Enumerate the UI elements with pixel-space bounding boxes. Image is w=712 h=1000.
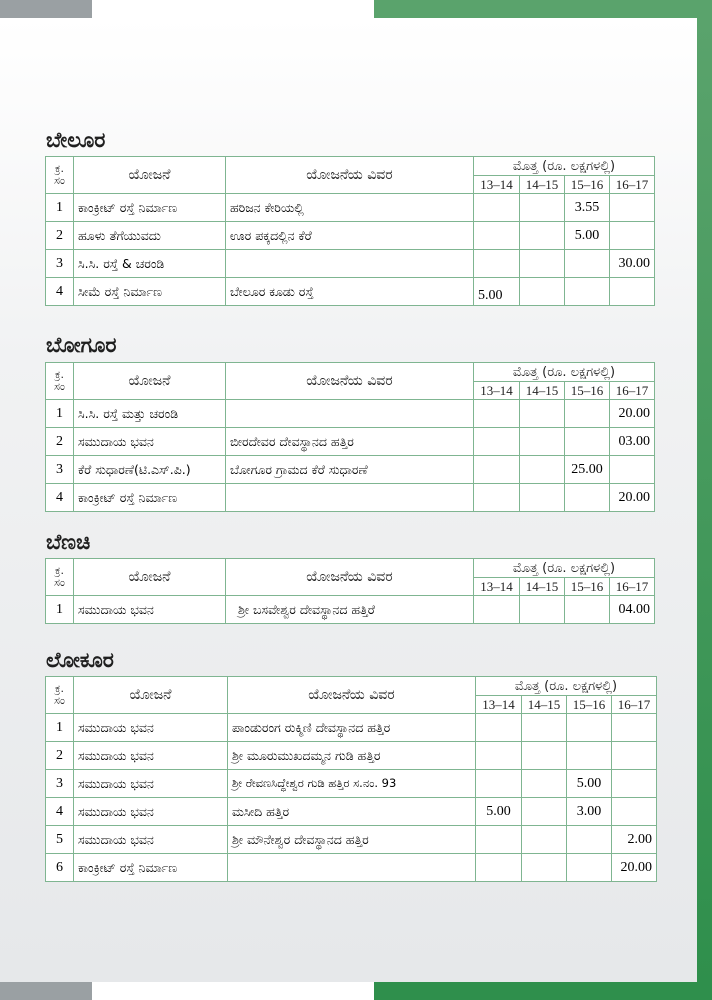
- scheme-detail: [226, 250, 474, 278]
- amount-14-15: [520, 278, 565, 306]
- schemes-table: [45, 156, 655, 306]
- amount-16-17: [612, 742, 657, 770]
- year-header: 13–14: [474, 578, 520, 596]
- serial-no: 3: [46, 456, 74, 484]
- amount-16-17: [612, 798, 657, 826]
- serial-no: 6: [46, 854, 74, 882]
- scheme-name: ಕೆರೆ ಸುಧಾರಣೆ(ಟಿ.ಎಸ್.ಪಿ.): [74, 456, 226, 484]
- amount-15-16: [567, 742, 612, 770]
- amount-16-17: [610, 278, 655, 306]
- serial-no-header: ಕ್ರ. ಸಂ: [46, 157, 74, 194]
- top-grey-band: [0, 0, 92, 18]
- bottom-grey-band: [0, 982, 92, 1000]
- detail-header: ಯೋಜನೆಯ ವಿವರ: [226, 559, 474, 596]
- serial-no-header: ಕ್ರ. ಸಂ: [46, 363, 74, 400]
- table-row: [46, 400, 655, 428]
- amount-15-16: [565, 250, 610, 278]
- amount-14-15: [520, 222, 565, 250]
- scheme-detail: ಮಸೀದಿ ಹತ್ತಿರ: [228, 798, 476, 826]
- amount-13-14: [476, 854, 522, 882]
- serial-no: 3: [46, 250, 74, 278]
- year-header: 13–14: [474, 382, 520, 400]
- scheme-header: ಯೋಜನೆ: [74, 559, 226, 596]
- year-header: 14–15: [520, 578, 565, 596]
- amount-13-14: [476, 714, 522, 742]
- serial-no: 1: [46, 596, 74, 624]
- amount-15-16: [565, 484, 610, 512]
- serial-no: 2: [46, 222, 74, 250]
- top-green-band: [374, 0, 712, 18]
- amount-13-14: [476, 742, 522, 770]
- table-row: [46, 854, 657, 882]
- year-header: 16–17: [610, 382, 655, 400]
- scheme-name: ಸಮುದಾಯ ಭವನ: [74, 826, 228, 854]
- scheme-detail: [228, 854, 476, 882]
- amount-header: ಮೊತ್ತ (ರೂ. ಲಕ್ಷಗಳಲ್ಲಿ): [474, 559, 655, 578]
- amount-15-16: 5.00: [567, 770, 612, 798]
- amount-14-15: [520, 456, 565, 484]
- scheme-detail: ಶ್ರೀ ಮೂರುಮುಖದಮ್ಮನ ಗುಡಿ ಹತ್ತಿರ: [228, 742, 476, 770]
- amount-16-17: 2.00: [612, 826, 657, 854]
- serial-no: 4: [46, 484, 74, 512]
- year-header: 14–15: [522, 696, 567, 714]
- amount-15-16: [567, 826, 612, 854]
- table-row: [46, 798, 657, 826]
- year-header: 13–14: [476, 696, 522, 714]
- table-row: [46, 714, 657, 742]
- year-header: 15–16: [567, 696, 612, 714]
- amount-16-17: [612, 714, 657, 742]
- amount-16-17: 20.00: [610, 484, 655, 512]
- amount-16-17: 20.00: [612, 854, 657, 882]
- amount-16-17: [610, 194, 655, 222]
- detail-header: ಯೋಜನೆಯ ವಿವರ: [226, 363, 474, 400]
- scheme-detail: ಶ್ರೀ ರೇವಣಸಿದ್ಧೇಶ್ವರ ಗುಡಿ ಹತ್ತಿರ ಸ.ನಂ. 93: [228, 770, 476, 798]
- year-header: 14–15: [520, 176, 565, 194]
- amount-16-17: 03.00: [610, 428, 655, 456]
- amount-13-14: [474, 400, 520, 428]
- year-header: 15–16: [565, 382, 610, 400]
- amount-16-17: 20.00: [610, 400, 655, 428]
- amount-14-15: [520, 428, 565, 456]
- amount-13-14: 5.00: [474, 278, 520, 306]
- serial-no-header: ಕ್ರ. ಸಂ: [46, 677, 74, 714]
- amount-15-16: [567, 854, 612, 882]
- scheme-name: ಕಾಂಕ್ರೀಟ್ ರಸ್ತೆ ನಿರ್ಮಾಣ: [74, 484, 226, 512]
- scheme-name: ಸಮುದಾಯ ಭವನ: [74, 714, 228, 742]
- table-row: [46, 222, 655, 250]
- detail-header: ಯೋಜನೆಯ ವಿವರ: [228, 677, 476, 714]
- amount-header: ಮೊತ್ತ (ರೂ. ಲಕ್ಷಗಳಲ್ಲಿ): [476, 677, 657, 696]
- amount-14-15: [522, 854, 567, 882]
- scheme-name: ಕಾಂಕ್ರೀಟ್ ರಸ್ತೆ ನಿರ್ಮಾಣ: [74, 854, 228, 882]
- bottom-green-band: [374, 982, 712, 1000]
- schemes-table: [45, 558, 655, 624]
- amount-16-17: 04.00: [610, 596, 655, 624]
- amount-14-15: [522, 742, 567, 770]
- amount-14-15: [522, 770, 567, 798]
- schemes-table: [45, 362, 655, 512]
- table-row: [46, 742, 657, 770]
- page: [0, 18, 697, 982]
- table-row: [46, 250, 655, 278]
- table-row: [46, 194, 655, 222]
- serial-no: 2: [46, 742, 74, 770]
- amount-16-17: [610, 456, 655, 484]
- year-header: 16–17: [610, 578, 655, 596]
- scheme-header: ಯೋಜನೆ: [74, 157, 226, 194]
- scheme-name: ಕಾಂಕ್ರೀಟ್ ರಸ್ತೆ ನಿರ್ಮಾಣ: [74, 194, 226, 222]
- scheme-detail: [226, 400, 474, 428]
- amount-13-14: [476, 770, 522, 798]
- serial-no: 1: [46, 194, 74, 222]
- amount-16-17: 30.00: [610, 250, 655, 278]
- amount-14-15: [520, 194, 565, 222]
- amount-14-15: [522, 826, 567, 854]
- amount-15-16: [565, 278, 610, 306]
- year-header: 13–14: [474, 176, 520, 194]
- scheme-header: ಯೋಜನೆ: [74, 677, 228, 714]
- amount-14-15: [520, 484, 565, 512]
- section-title: ಲೋಕೂರ: [46, 648, 114, 672]
- scheme-detail: [226, 484, 474, 512]
- year-header: 15–16: [565, 578, 610, 596]
- amount-16-17: [610, 222, 655, 250]
- amount-15-16: [565, 428, 610, 456]
- amount-15-16: [565, 400, 610, 428]
- scheme-detail: ಬೇಲೂರ ಕೂಡು ರಸ್ತೆ: [226, 278, 474, 306]
- scheme-detail: ಶ್ರೀ ಮೌನೇಶ್ವರ ದೇವಸ್ಥಾನದ ಹತ್ತಿರ: [228, 826, 476, 854]
- scheme-name: ಸಮುದಾಯ ಭವನ: [74, 428, 226, 456]
- serial-no: 5: [46, 826, 74, 854]
- table-row: [46, 278, 655, 306]
- serial-no: 1: [46, 400, 74, 428]
- amount-14-15: [520, 400, 565, 428]
- serial-no: 3: [46, 770, 74, 798]
- table-row: [46, 596, 655, 624]
- serial-no-header: ಕ್ರ. ಸಂ: [46, 559, 74, 596]
- scheme-detail: ಪಾಂಡುರಂಗ ರುಕ್ಮಿಣಿ ದೇವಸ್ಥಾನದ ಹತ್ತಿರ: [228, 714, 476, 742]
- scheme-name: ಸಿ.ಸಿ. ರಸ್ತೆ ಮತ್ತು ಚರಂಡಿ: [74, 400, 226, 428]
- table-row: [46, 456, 655, 484]
- amount-13-14: [474, 194, 520, 222]
- serial-no: 4: [46, 798, 74, 826]
- scheme-header: ಯೋಜನೆ: [74, 363, 226, 400]
- scheme-name: ಸಿ.ಸಿ. ರಸ್ತೆ & ಚರಂಡಿ: [74, 250, 226, 278]
- table-row: [46, 484, 655, 512]
- scheme-detail: ಊರ ಪಕ್ಕದಲ್ಲಿನ ಕೆರೆ: [226, 222, 474, 250]
- section-title: ಬೇಲೂರ: [46, 128, 106, 152]
- amount-14-15: [522, 798, 567, 826]
- amount-13-14: [474, 456, 520, 484]
- scheme-name: ಸೀಮೆ ರಸ್ತೆ ನಿರ್ಮಾಣ: [74, 278, 226, 306]
- scheme-detail: ಬೀರದೇವರ ದೇವಸ್ಥಾನದ ಹತ್ತಿರ: [226, 428, 474, 456]
- amount-13-14: [474, 250, 520, 278]
- scheme-name: ಹೂಳು ತೆಗೆಯುವದು: [74, 222, 226, 250]
- amount-13-14: [474, 222, 520, 250]
- scheme-name: ಸಮುದಾಯ ಭವನ: [74, 770, 228, 798]
- amount-15-16: [567, 714, 612, 742]
- section-title: ಬೋಗೂರ: [46, 333, 117, 357]
- amount-header: ಮೊತ್ತ (ರೂ. ಲಕ್ಷಗಳಲ್ಲಿ): [474, 157, 655, 176]
- scheme-detail: ಬೋಗೂರ ಗ್ರಾಮದ ಕೆರೆ ಸುಧಾರಣೆ: [226, 456, 474, 484]
- scheme-detail: ಹರಿಜನ ಕೇರಿಯಲ್ಲಿ: [226, 194, 474, 222]
- table-row: [46, 826, 657, 854]
- serial-no: 2: [46, 428, 74, 456]
- year-header: 16–17: [612, 696, 657, 714]
- amount-header: ಮೊತ್ತ (ರೂ. ಲಕ್ಷಗಳಲ್ಲಿ): [474, 363, 655, 382]
- amount-14-15: [522, 714, 567, 742]
- year-header: 16–17: [610, 176, 655, 194]
- table-row: [46, 770, 657, 798]
- amount-16-17: [612, 770, 657, 798]
- amount-14-15: [520, 250, 565, 278]
- amount-13-14: [474, 484, 520, 512]
- scheme-name: ಸಮುದಾಯ ಭವನ: [74, 798, 228, 826]
- amount-13-14: 5.00: [476, 798, 522, 826]
- amount-13-14: [474, 596, 520, 624]
- amount-15-16: [565, 596, 610, 624]
- amount-15-16: 5.00: [565, 222, 610, 250]
- section-title: ಬೆಣಚಿ: [46, 530, 91, 554]
- detail-header: ಯೋಜನೆಯ ವಿವರ: [226, 157, 474, 194]
- year-header: 15–16: [565, 176, 610, 194]
- scheme-detail: ಶ್ರೀ ಬಸವೇಶ್ವರ ದೇವಸ್ಥಾನದ ಹತ್ತಿರೆ: [226, 596, 474, 624]
- scheme-name: ಸಮುದಾಯ ಭವನ: [74, 742, 228, 770]
- amount-15-16: 25.00: [565, 456, 610, 484]
- table-row: [46, 428, 655, 456]
- amount-14-15: [520, 596, 565, 624]
- amount-15-16: 3.00: [567, 798, 612, 826]
- schemes-table: [45, 676, 657, 882]
- right-green-border: [697, 18, 712, 982]
- serial-no: 1: [46, 714, 74, 742]
- amount-15-16: 3.55: [565, 194, 610, 222]
- amount-13-14: [476, 826, 522, 854]
- scheme-name: ಸಮುದಾಯ ಭವನ: [74, 596, 226, 624]
- serial-no: 4: [46, 278, 74, 306]
- amount-13-14: [474, 428, 520, 456]
- year-header: 14–15: [520, 382, 565, 400]
